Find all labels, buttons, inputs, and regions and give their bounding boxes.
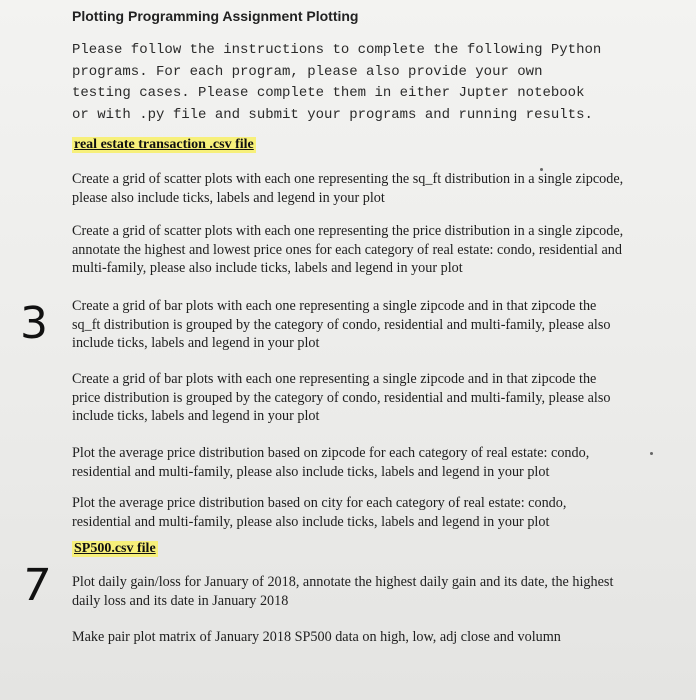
assignment-title: Plotting Programming Assignment Plotting: [72, 8, 359, 24]
task-item: [72, 573, 668, 610]
task-line: include ticks, labels and legend in your plot: [72, 335, 320, 351]
task-line: daily loss and its date in January 2018: [72, 592, 289, 609]
task-item: [72, 222, 668, 278]
task-line: residential and multi-family, please also include ticks, labels and legend in your plot: [72, 463, 550, 480]
instructions-line: Please follow the instructions to complete the following Python: [72, 42, 602, 58]
task-line: Create a grid of bar plots with each one representing a single zipcode and in that zipcode the: [72, 298, 597, 314]
task-line: please also include ticks, labels and legend in your plot: [72, 189, 385, 206]
paper-speck: [650, 452, 653, 455]
task-line: residential and multi-family, please also include ticks, labels and legend in your plot: [72, 513, 550, 530]
task-item: [72, 628, 668, 647]
task-line: multi-family, please also include ticks, labels and legend in your plot: [72, 260, 463, 276]
task-line: include ticks, labels and legend in your plot: [72, 408, 320, 424]
task-line: Plot the average price distribution based on zipcode for each category of real estate: condo,: [72, 445, 590, 461]
instructions-paragraph: [72, 40, 672, 126]
task-line: Make pair plot matrix of January 2018 SP500 data on high, low, adj close and volumn: [72, 629, 561, 645]
task-item: [72, 297, 668, 353]
task-item: [72, 444, 668, 481]
instructions-line: or with .py file and submit your programs and running results.: [72, 106, 593, 123]
section-heading-sp500: SP500.csv file: [74, 541, 156, 556]
task-line: Plot the average price distribution based on city for each category of real estate: condo,: [72, 495, 567, 511]
task-line: Plot daily gain/loss for January of 2018, annotate the highest daily gain and its date, the highest: [72, 574, 614, 590]
instructions-line: testing cases. Please complete them in either Jupter notebook: [72, 85, 585, 101]
task-item: [72, 170, 668, 207]
task-line: Create a grid of scatter plots with each one representing the sq_ft distribution in a single zipcode,: [72, 171, 624, 187]
task-line: annotate the highest and lowest price ones for each category of real estate: condo, residential and: [72, 241, 622, 258]
paper-speck: [540, 168, 543, 171]
task-line: Create a grid of scatter plots with each one representing the price distribution in a single zipcode,: [72, 223, 624, 239]
task-line: sq_ft distribution is grouped by the category of condo, residential and multi-family, please also: [72, 316, 611, 333]
handwritten-number-3: 3: [20, 298, 48, 349]
section-heading-real-estate: real estate transaction .csv file: [74, 137, 254, 152]
task-item: [72, 370, 668, 426]
task-item: [72, 494, 668, 531]
handwritten-number-7: 7: [19, 560, 53, 611]
instructions-line: programs. For each program, please also provide your own: [72, 63, 543, 80]
task-line: price distribution is grouped by the category of condo, residential and multi-family, please also: [72, 389, 611, 406]
task-line: Create a grid of bar plots with each one representing a single zipcode and in that zipcode the: [72, 371, 597, 387]
